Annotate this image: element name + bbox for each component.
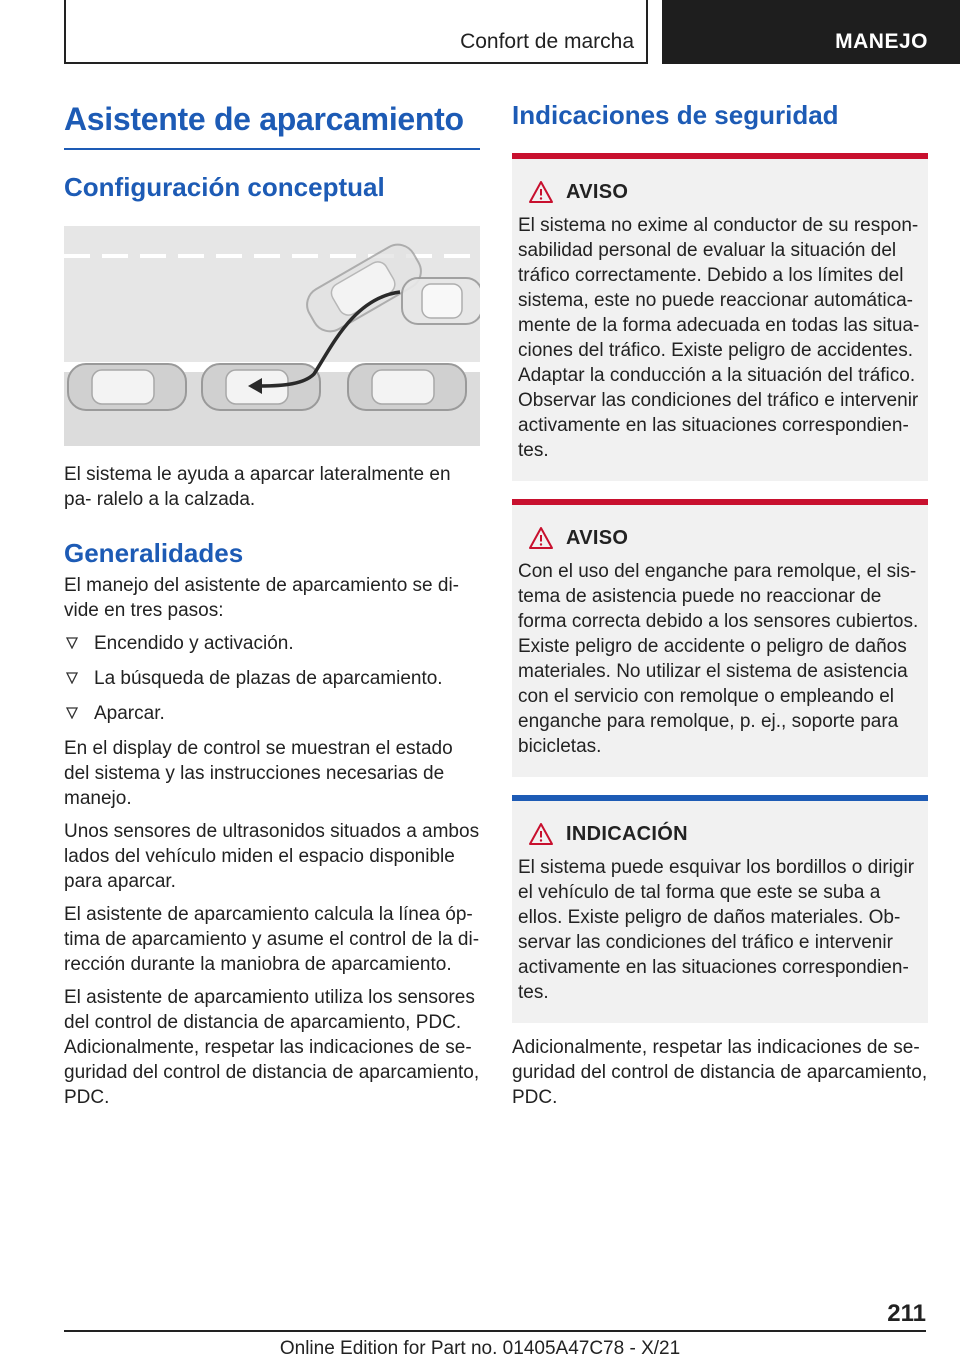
body-paragraph: El asistente de aparcamiento calcula la línea óp‐ tima de aparcamiento y asume el control de la di‐ rección durante la maniobra de aparcamiento. (64, 903, 480, 975)
warning-label: AVISO (566, 526, 629, 549)
header-chapter-tab (662, 0, 960, 64)
warning-triangle-icon (528, 822, 554, 846)
closing-paragraph: Adicionalmente, respetar las indicaciones de se‐ guridad del control de distancia de aparcamiento, PDC. (512, 1037, 928, 1109)
step-label: Aparcar. (94, 702, 165, 724)
list-item (64, 701, 480, 726)
warning-text: El sistema no exime al conductor de su respon‐ sabilidad personal de evaluar la situación del tráfico correctamente. Debido a los límites del sistema, este no puede reaccionar automática‐ mente de la forma adecuada en todas las situa‐ ciones del tráfico. Existe peligro de accidentes. Adaptar la conducción a la situación del tráfico. Observar las condiciones del tráfico e intervenir activamente en las situaciones correspondien‐ tes. (518, 215, 920, 462)
footer-rule (64, 1330, 926, 1332)
step-label: Encendido y activación. (94, 632, 294, 654)
left-column (64, 100, 480, 1110)
section-heading-general: Generalidades (64, 537, 244, 568)
header-section-box (64, 0, 648, 64)
notice-box (512, 795, 928, 1023)
warning-triangle-icon (528, 526, 554, 550)
notice-label: INDICACIÓN (566, 822, 688, 845)
list-item (64, 666, 480, 691)
steps-list (64, 631, 480, 726)
header-section-title: Confort de marcha (460, 30, 634, 53)
page-number: 211 (887, 1300, 926, 1327)
warning-label: AVISO (566, 180, 629, 203)
warning-box (512, 499, 928, 777)
parked-car-right (348, 364, 466, 410)
parked-car-left (68, 364, 186, 410)
section-heading-concept: Configuración conceptual (64, 172, 385, 203)
parking-diagram-svg (64, 226, 480, 446)
triangle-bullet-icon (66, 672, 78, 684)
triangle-bullet-icon (66, 707, 78, 719)
parking-illustration (64, 226, 480, 446)
notice-text: El sistema puede esquivar los bordillos o dirigir el vehículo de tal forma que este se suba a ellos. Existe peligro de daños materiales. Ob‐ servar las condiciones del tráfico e intervenir activamente en las situaciones correspondien‐ tes. (518, 857, 915, 1004)
warning-text: Con el uso del enganche para remolque, el sis‐ tema de asistencia puede no reaccionar de forma correcta debido a los sensores cubiertos. Existe peligro de accidente o peligro de daños materiales. No utilizar el sistema de asistencia con el servicio con remolque o empleando el enganche para remolque, p. ej., soporte para bicicletas. (518, 561, 919, 758)
intro-paragraph: El sistema le ayuda a aparcar lateralmente en pa‐ ralelo a la calzada. (64, 463, 451, 510)
body-paragraph: Unos sensores de ultrasonidos situados a ambos lados del vehículo miden el espacio disponible para aparcar. (64, 820, 480, 892)
right-column (512, 100, 928, 1110)
section-heading-safety: Indicaciones de seguridad (512, 100, 839, 130)
step-label: La búsqueda de plazas de aparcamiento. (94, 667, 443, 689)
warning-triangle-icon (528, 180, 554, 204)
triangle-bullet-icon (66, 637, 78, 649)
body-paragraph: En el display de control se muestran el estado del sistema y las instrucciones necesarias de manejo. (64, 737, 453, 809)
list-item (64, 631, 480, 656)
page-title: Asistente de aparcamiento (64, 100, 480, 150)
footer-edition: Online Edition for Part no. 01405A47C78 - X/21 (279, 1338, 681, 1359)
body-paragraph: El asistente de aparcamiento utiliza los sensores del control de distancia de aparcamiento, PDC. Adicionalmente, respetar las indicaciones de se‐ guridad del control de distancia de aparcamiento, PDC. (64, 986, 480, 1108)
general-intro-paragraph: El manejo del asistente de aparcamiento se di‐ vide en tres pasos: (64, 574, 460, 621)
chapter-tab-label: MANEJO (835, 30, 928, 53)
warning-box (512, 153, 928, 481)
